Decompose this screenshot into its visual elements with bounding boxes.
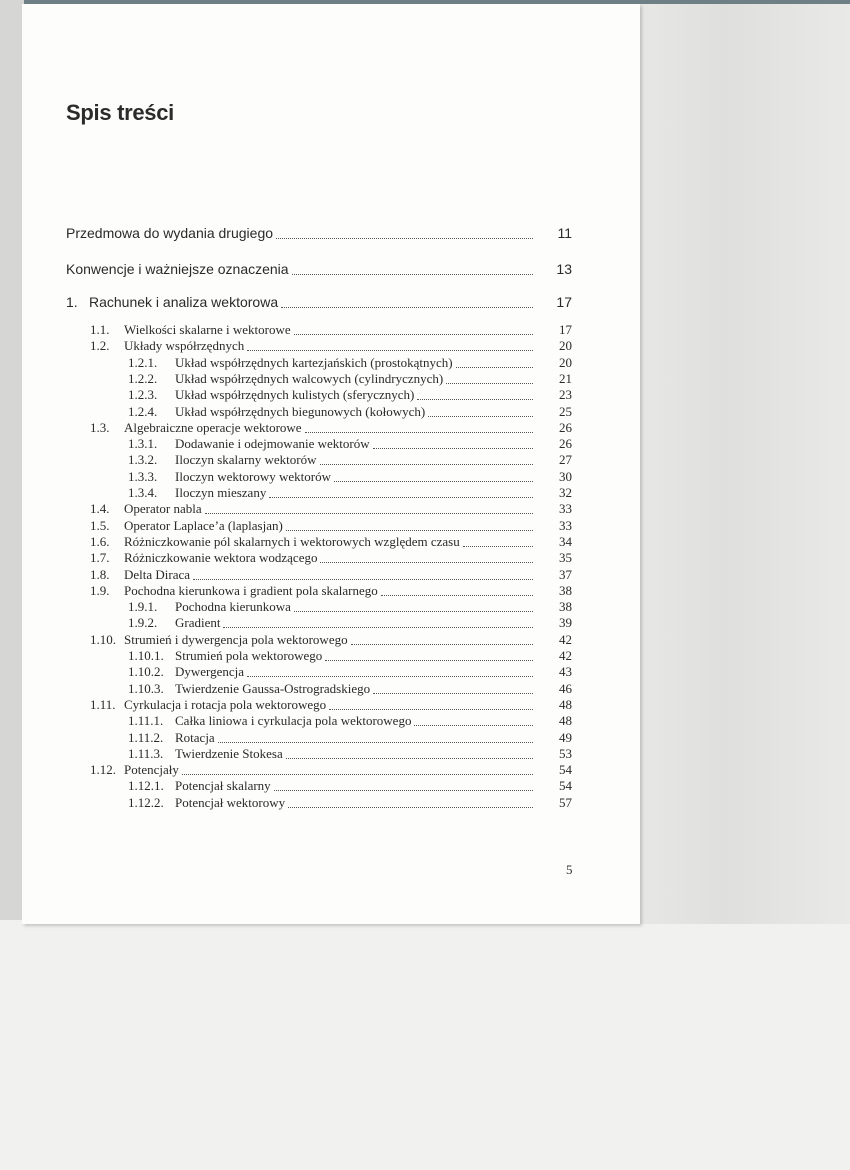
toc-leader-dots: [281, 306, 533, 308]
toc-leader-dots: [414, 724, 533, 726]
toc-entry-title: Rachunek i analiza wektorowa: [89, 294, 279, 310]
toc-entry-title: Potencjał skalarny: [175, 778, 271, 793]
toc-entry-title: Algebraiczne operacje wektorowe: [124, 420, 302, 435]
toc-entry: [0, 681, 850, 697]
toc-entry-title: Dodawanie i odejmowanie wektorów: [175, 436, 370, 451]
toc-entry: [0, 762, 850, 778]
toc-entry: [0, 371, 850, 387]
toc-entry-number: 1.7.: [90, 550, 110, 565]
toc-entry: [0, 795, 850, 811]
toc-entry-title: Całka liniowa i cyrkulacja pola wektorowego: [175, 713, 412, 728]
toc-entry: [0, 615, 850, 631]
toc-entry-number: 1.9.: [90, 583, 110, 598]
toc-entry-title: Układ współrzędnych walcowych (cylindrycznych): [175, 371, 444, 386]
toc-entry-page: 26: [559, 420, 572, 435]
toc-entry-page: 46: [559, 681, 572, 696]
toc-entry: [0, 632, 850, 648]
toc-entry: [0, 583, 850, 599]
toc-leader-dots: [218, 741, 533, 743]
toc-entry-title: Strumień i dywergencja pola wektorowego: [124, 632, 348, 647]
toc-entry: [0, 355, 850, 371]
toc-entry-number: 1.11.1.: [128, 713, 164, 728]
toc-entry-number: 1.10.1.: [128, 648, 164, 663]
toc-leader-dots: [286, 757, 533, 759]
toc-entry-title: Iloczyn skalarny wektorów: [175, 452, 317, 467]
toc-entry: [0, 420, 850, 436]
toc-entry-number: 1.11.: [90, 697, 116, 712]
toc-entry-title: Rotacja: [175, 730, 215, 745]
toc-leader-dots: [288, 806, 533, 808]
toc-entry: [0, 697, 850, 713]
toc-entry-number: 1.10.3.: [128, 681, 164, 696]
toc-entry-page: 32: [559, 485, 572, 500]
toc-entry-page: 43: [559, 664, 572, 679]
toc-entry: [0, 387, 850, 403]
toc-entry-title: Pochodna kierunkowa: [175, 599, 291, 614]
toc-entry-title: Różniczkowanie pól skalarnych i wektorowych względem czasu: [124, 534, 460, 549]
toc-entry-page: 21: [559, 371, 572, 386]
toc-entry-page: 11: [557, 225, 572, 241]
toc-entry-page: 20: [559, 338, 572, 353]
toc-leader-dots: [351, 643, 533, 645]
toc-entry-title: Układ współrzędnych kartezjańskich (prostokątnych): [175, 355, 453, 370]
toc-entry-page: 42: [559, 648, 572, 663]
toc-entry-title: Gradient: [175, 615, 221, 630]
toc-entry-number: 1.2.1.: [128, 355, 158, 370]
toc-entry-title: Przedmowa do wydania drugiego: [66, 225, 274, 241]
toc-entry-title: Iloczyn wektorowy wektorów: [175, 469, 331, 484]
toc-entry-number: 1.3.: [90, 420, 110, 435]
toc-leader-dots: [294, 333, 533, 335]
page-title: Spis treści: [66, 100, 174, 125]
toc-entry: [0, 485, 850, 501]
toc-leader-dots: [247, 675, 533, 677]
toc-entry-title: Operator nabla: [124, 501, 202, 516]
toc-entry: [0, 746, 850, 762]
toc-entry-title: Cyrkulacja i rotacja pola wektorowego: [124, 697, 327, 712]
toc-entry-number: 1.3.2.: [128, 452, 158, 467]
toc-entry-number: 1.: [66, 294, 78, 310]
toc-leader-dots: [182, 773, 533, 775]
toc-entry-page: 54: [559, 762, 572, 777]
toc-entry-title: Twierdzenie Stokesa: [175, 746, 283, 761]
toc-entry-page: 34: [559, 534, 572, 549]
toc-entry-title: Różniczkowanie wektora wodzącego: [124, 550, 318, 565]
toc-entry-page: 17: [556, 294, 572, 310]
toc-entry-number: 1.2.4.: [128, 404, 158, 419]
toc-entry: [0, 534, 850, 550]
toc-entry-title: Strumień pola wektorowego: [175, 648, 323, 663]
toc-entry-page: 48: [559, 713, 572, 728]
toc-entry: [0, 664, 850, 680]
toc-leader-dots: [373, 447, 533, 449]
toc-entry: [0, 452, 850, 468]
toc-entry-page: 26: [559, 436, 572, 451]
toc-leader-dots: [381, 594, 533, 596]
toc-leader-dots: [286, 529, 533, 531]
toc-entry-title: Iloczyn mieszany: [175, 485, 267, 500]
toc-entry-number: 1.6.: [90, 534, 110, 549]
toc-entry-title: Pochodna kierunkowa i gradient pola skalarnego: [124, 583, 378, 598]
toc-entry-title: Wielkości skalarne i wektorowe: [124, 322, 291, 337]
toc-entry-title: Operator Laplace’a (laplasjan): [124, 518, 283, 533]
toc-entry-number: 1.3.4.: [128, 485, 158, 500]
toc-entry-number: 1.2.3.: [128, 387, 158, 402]
toc-entry-page: 25: [559, 404, 572, 419]
toc-entry-page: 37: [559, 567, 572, 582]
toc-entry-page: 35: [559, 550, 572, 565]
toc-leader-dots: [193, 578, 533, 580]
toc-entry-title: Konwencje i ważniejsze oznaczenia: [66, 261, 289, 277]
page-number: 5: [566, 862, 573, 877]
toc-leader-dots: [205, 512, 533, 514]
toc-leader-dots: [373, 692, 533, 694]
toc-entry-number: 1.10.: [90, 632, 116, 647]
toc-leader-dots: [292, 273, 533, 275]
toc-entry: [0, 713, 850, 729]
toc-leader-dots: [247, 349, 533, 351]
toc-entry: [0, 501, 850, 517]
toc-entry-page: 49: [559, 730, 572, 745]
toc-entry-number: 1.2.2.: [128, 371, 158, 386]
toc-entry-page: 20: [559, 355, 572, 370]
toc-leader-dots: [223, 626, 533, 628]
toc-entry: [0, 599, 850, 615]
toc-entry-page: 13: [556, 261, 572, 277]
toc-leader-dots: [274, 789, 533, 791]
toc-entry-number: 1.12.2.: [128, 795, 164, 810]
toc-entry-number: 1.2.: [90, 338, 110, 353]
toc-entry-title: Potencjał wektorowy: [175, 795, 286, 810]
toc-entry: [0, 322, 850, 338]
toc-entry-title: Dywergencja: [175, 664, 245, 679]
toc-entry-page: 53: [559, 746, 572, 761]
toc-leader-dots: [428, 415, 533, 417]
toc-entry: [0, 567, 850, 583]
toc-leader-dots: [276, 237, 533, 239]
toc-entry-title: Twierdzenie Gaussa-Ostrogradskiego: [175, 681, 371, 696]
toc-entry: [0, 550, 850, 566]
toc-entry: [0, 648, 850, 664]
toc-entry-title: Delta Diraca: [124, 567, 191, 582]
toc-entry: [0, 225, 850, 241]
toc-leader-dots: [334, 480, 533, 482]
toc-entry-title: Układ współrzędnych kulistych (sferycznych): [175, 387, 415, 402]
toc-entry-page: 42: [559, 632, 572, 647]
toc-entry-page: 23: [559, 387, 572, 402]
toc-entry-title: Układ współrzędnych biegunowych (kołowych): [175, 404, 426, 419]
toc-entry-page: 38: [559, 583, 572, 598]
toc-entry-page: 30: [559, 469, 572, 484]
toc-entry-number: 1.1.: [90, 322, 110, 337]
toc-entry-page: 27: [559, 452, 572, 467]
toc-entry-number: 1.8.: [90, 567, 110, 582]
toc-entry-number: 1.3.3.: [128, 469, 158, 484]
toc-entry: [0, 261, 850, 277]
toc-entry-page: 39: [559, 615, 572, 630]
toc-entry-number: 1.4.: [90, 501, 110, 516]
toc-entry-page: 48: [559, 697, 572, 712]
toc-entry: [0, 338, 850, 354]
toc-entry-number: 1.12.: [90, 762, 116, 777]
toc-leader-dots: [320, 463, 533, 465]
toc-entry-number: 1.11.3.: [128, 746, 164, 761]
toc-entry-number: 1.9.1.: [128, 599, 158, 614]
toc-entry-number: 1.12.1.: [128, 778, 164, 793]
toc-entry-page: 17: [559, 322, 572, 337]
toc-entry-number: 1.9.2.: [128, 615, 158, 630]
toc-entry-number: 1.10.2.: [128, 664, 164, 679]
toc-entry-number: 1.5.: [90, 518, 110, 533]
toc-entry-page: 33: [559, 518, 572, 533]
toc-leader-dots: [294, 610, 533, 612]
toc-leader-dots: [329, 708, 533, 710]
toc-entry-title: Potencjały: [124, 762, 179, 777]
toc-entry: [0, 436, 850, 452]
toc-leader-dots: [325, 659, 533, 661]
toc-entry-number: 1.3.1.: [128, 436, 158, 451]
toc-entry-page: 57: [559, 795, 572, 810]
toc-entry: [0, 778, 850, 794]
toc-entry-page: 33: [559, 501, 572, 516]
toc-entry: [0, 730, 850, 746]
toc-leader-dots: [305, 431, 533, 433]
toc-entry-number: 1.11.2.: [128, 730, 164, 745]
toc-leader-dots: [417, 398, 533, 400]
toc-entry-page: 38: [559, 599, 572, 614]
toc-entry: [0, 469, 850, 485]
toc-entry: [0, 404, 850, 420]
toc-leader-dots: [269, 496, 533, 498]
toc-entry-page: 54: [559, 778, 572, 793]
toc-leader-dots: [320, 561, 533, 563]
toc-entry-title: Układy współrzędnych: [124, 338, 245, 353]
toc-entry: [0, 294, 850, 310]
toc-entry: [0, 518, 850, 534]
